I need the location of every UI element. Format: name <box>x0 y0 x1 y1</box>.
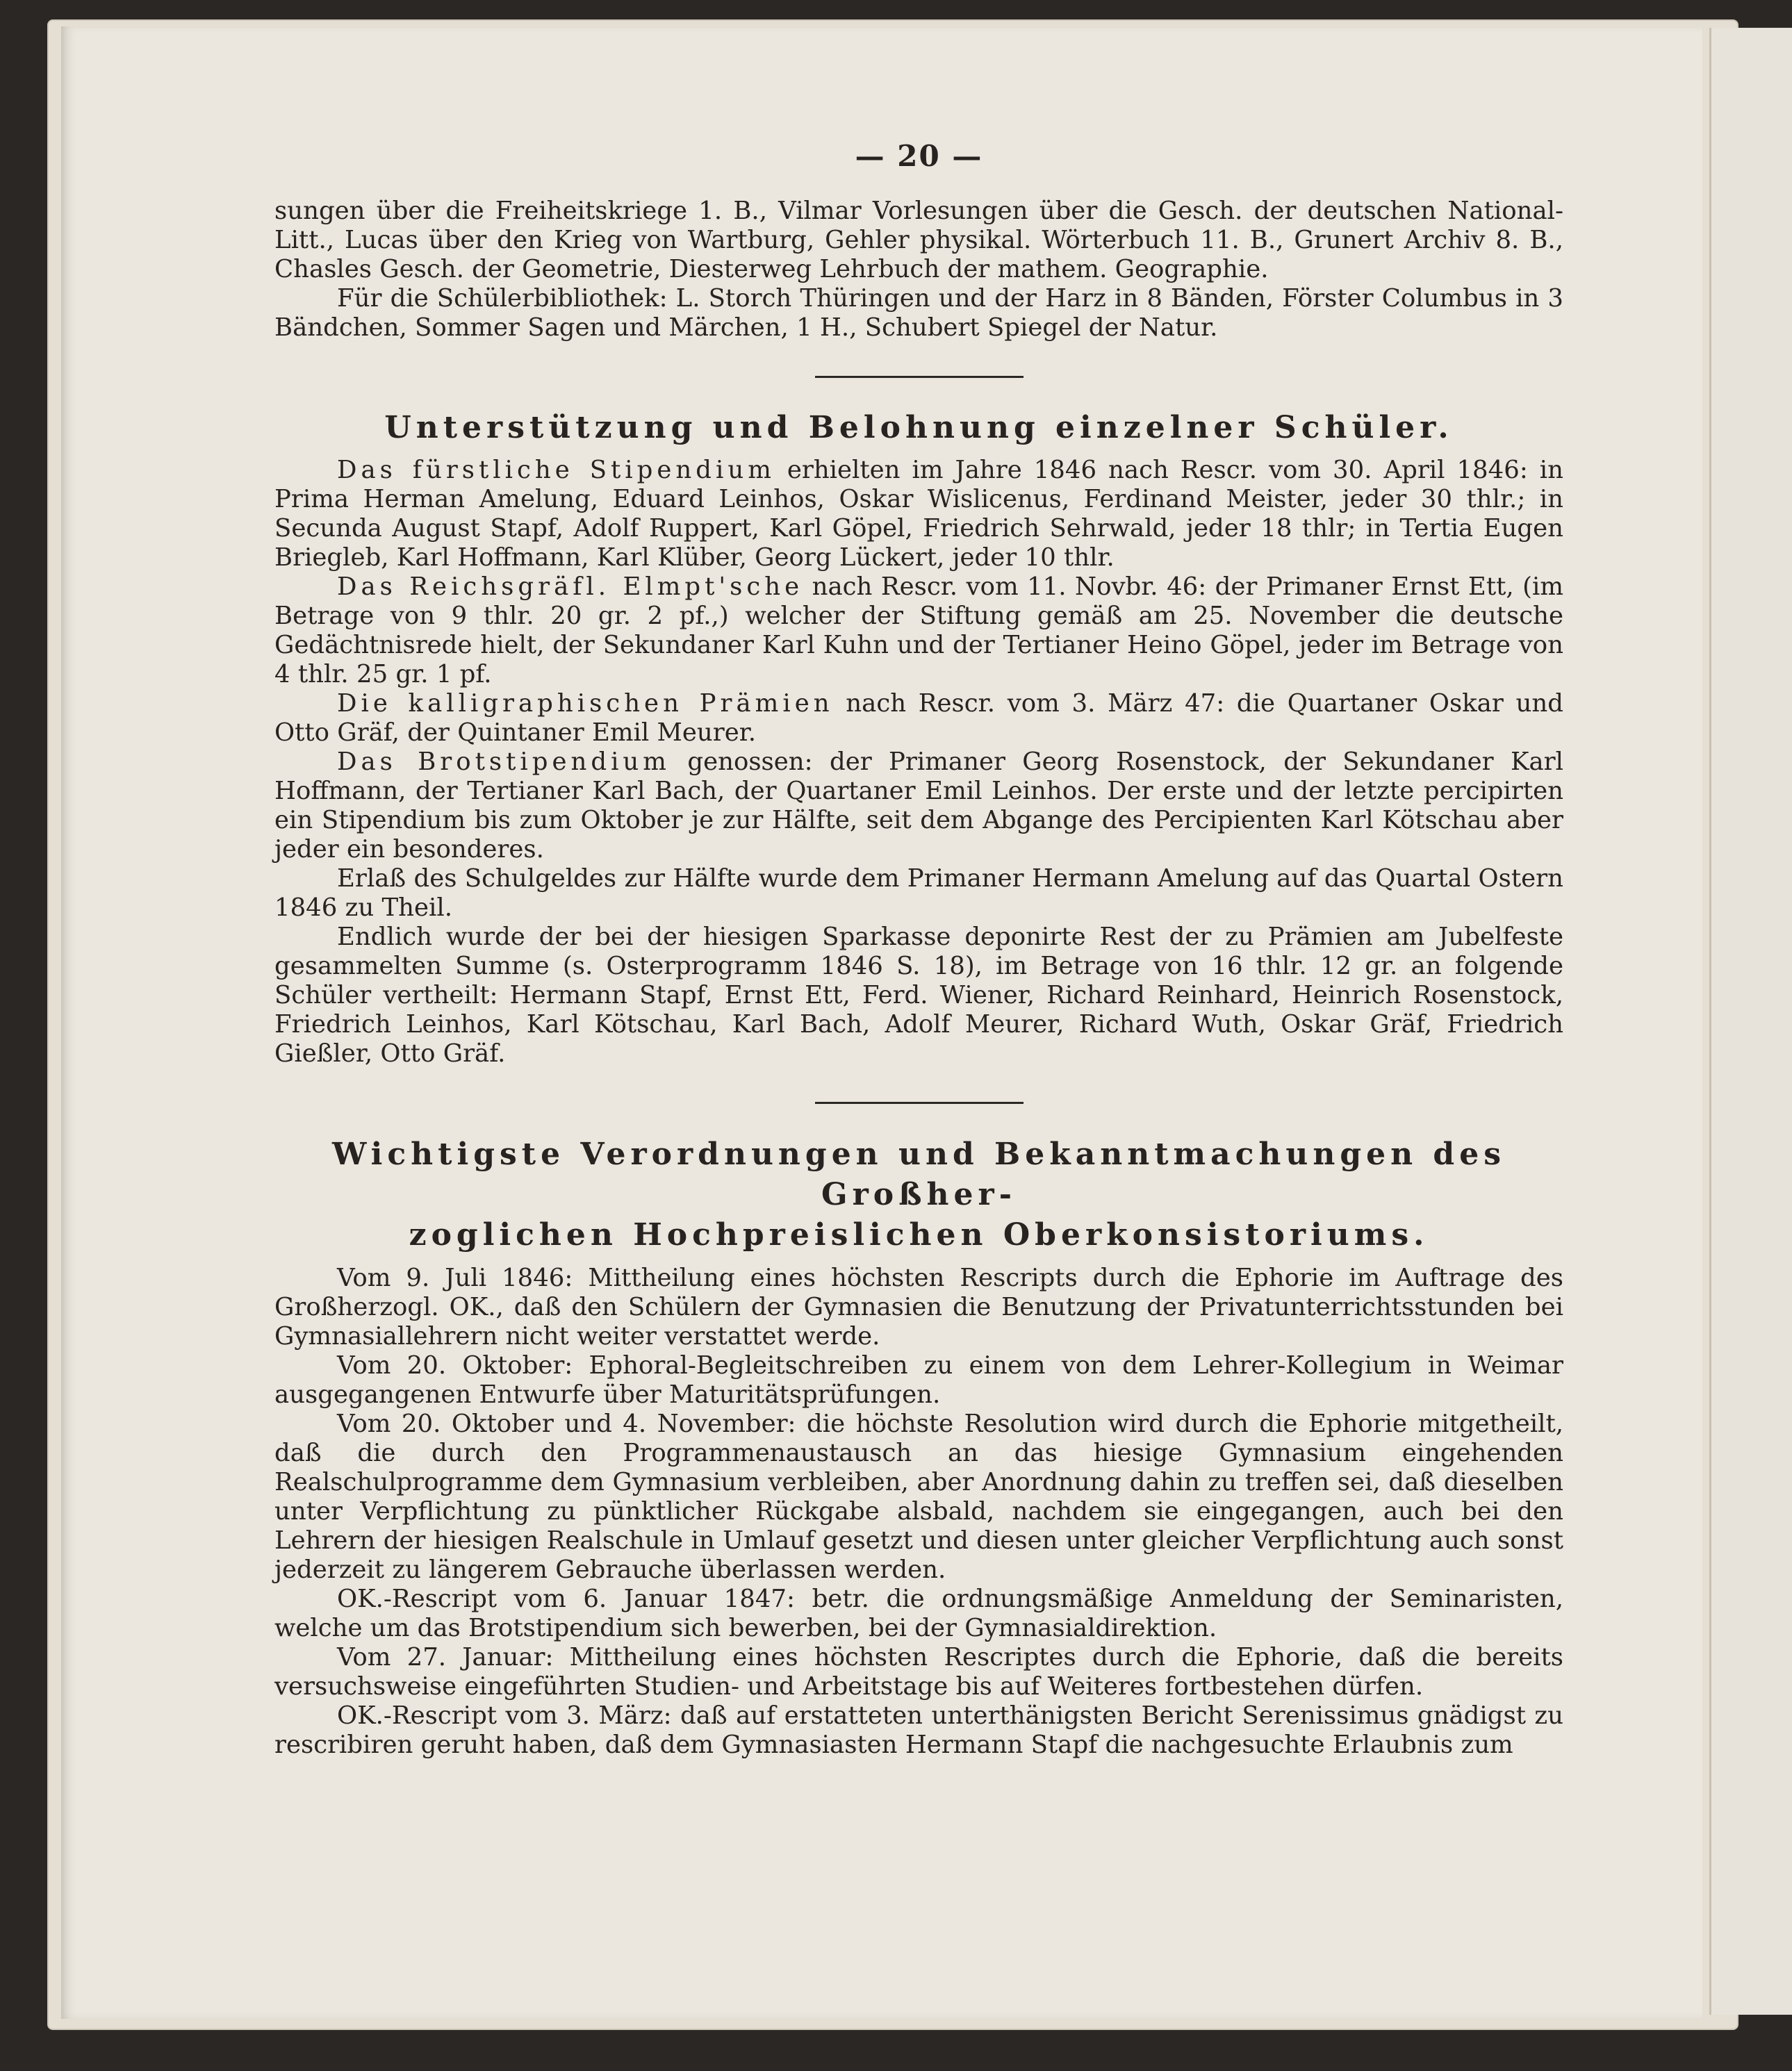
section-divider <box>815 1102 1024 1104</box>
paragraph-text: nach Rescr. vom 3. März 47: die Quartaner Oskar und Otto Gräf, der Quintaner Emil Meurer. <box>274 689 1563 747</box>
heading-line: zoglichen Hochpreislichen Oberkonsistoriums. <box>409 1217 1429 1253</box>
ordinance-paragraph: Vom 9. Juli 1846: Mittheilung eines höchsten Rescripts durch die Ephorie im Auftrage des Großherzogl. OK., daß den Schülern der Gymnasien die Benutzung der Privatunterrichtsstunden bei Gymnasiallehrern nicht weiter verstattet werde. <box>274 1264 1563 1351</box>
ordinance-paragraph: Vom 20. Oktober und 4. November: die höchste Resolution wird durch die Ephorie mitgetheilt, daß die durch den Programmenaustausch an das hiesige Gymnasium eingehenden Realschulprogramme dem Gymnasium verbleiben, aber Anordnung dahin zu treffen sei, daß dieselben unter Verpflichtung zu pünktlicher Rückgabe alsbald, nachdem sie eingegangen, auch bei den Lehrern der hiesigen Realschule in Umlauf gesetzt und diesen unter gleicher Verpflichtung auch sonst jederzeit zu längerem Gebrauche überlassen werden. <box>274 1410 1563 1584</box>
spaced-term: Das Brotstipendium <box>337 748 671 776</box>
spaced-term: Die kalligraphischen Prämien <box>337 689 834 718</box>
facing-page-edge <box>1709 28 1792 2015</box>
heading-line: Wichtigste Verordnungen und Bekanntmachungen des Großher- <box>332 1137 1506 1212</box>
page-number: — 20 — <box>855 139 983 173</box>
paragraph-text: nach Rescr. vom 11. Novbr. 46: der Primaner Ernst Ett, (im Betrage von 9 thlr. 20 gr. 2 pf.,) welcher der Stiftung gemäß am 25. November die deutsche Gedächtnisrede hielt, der Sekundaner Karl Kuhn und der Tertianer Heino Göpel, jeder im Betrage von 4 thlr. 25 gr. 1 pf. <box>274 572 1563 688</box>
support-paragraph: Erlaß des Schulgeldes zur Hälfte wurde dem Primaner Hermann Amelung auf das Quartal Ostern 1846 zu Theil. <box>274 864 1563 922</box>
support-paragraph: Endlich wurde der bei der hiesigen Sparkasse deponirte Rest der zu Prämien am Jubelfeste gesammelten Summe (s. Osterprogramm 1846 S. 18), im Betrage von 16 thlr. 12 gr. an folgende Schüler vertheilt: Hermann Stapf, Ernst Ett, Ferd. Wiener, Richard Reinhard, Heinrich Rosenstock, Friedrich Leinhos, Karl Kötschau, Karl Bach, Adolf Meurer, Richard Wuth, Oskar Gräf, Friedrich Gießler, Otto Gräf. <box>274 923 1563 1068</box>
support-paragraph <box>274 748 1563 864</box>
spaced-term: Das Reichsgräfl. Elmpt'sche <box>337 572 804 601</box>
ordinance-paragraph: OK.-Rescript vom 3. März: daß auf erstatteten unterthänigsten Bericht Serenissimus gnädigst zu rescribiren geruht haben, daß dem Gymnasiasten Hermann Stapf die nachgesuchte Erlaubnis zum <box>274 1701 1563 1759</box>
section-heading-ordinances <box>274 1134 1563 1255</box>
paragraph-text: erhielten im Jahre 1846 nach Rescr. vom 30. April 1846: in Prima Herman Amelung, Eduard Leinhos, Oskar Wislicenus, Ferdinand Meister, jeder 30 thlr.; in Secunda August Stapf, Adolf Ruppert, Karl Göpel, Friedrich Sehrwald, jeder 18 thlr; in Tertia Eugen Briegleb, Karl Hoffmann, Karl Klüber, Georg Lückert, jeder 10 thlr. <box>274 456 1563 572</box>
continuation-paragraph: sungen über die Freiheitskriege 1. B., Vilmar Vorlesungen über die Gesch. der deutschen National-Litt., Lucas über den Krieg von Wartburg, Gehler physikal. Wörterbuch 11. B., Grunert Archiv 8. B., Chasles Gesch. der Geometrie, Diesterweg Lehrbuch der mathem. Geographie. <box>274 197 1563 283</box>
spaced-term: Das fürstliche Stipendium <box>337 456 775 484</box>
section-divider <box>815 376 1024 378</box>
ordinance-paragraph: Vom 27. Januar: Mittheilung eines höchsten Rescriptes durch die Ephorie, daß die bereits versuchsweise eingeführten Studien- und Arbeitstage bis auf Weiteres fortbestehen dürfen. <box>274 1643 1563 1701</box>
support-paragraph <box>274 456 1563 572</box>
section-heading-support: Unterstützung und Belohnung einzelner Schüler. <box>384 410 1454 445</box>
library-paragraph: Für die Schülerbibliothek: L. Storch Thüringen und der Harz in 8 Bänden, Förster Columbus in 3 Bändchen, Sommer Sagen und Märchen, 1 H., Schubert Spiegel der Natur. <box>274 284 1563 342</box>
support-paragraph <box>274 689 1563 748</box>
ordinance-paragraph: OK.-Rescript vom 6. Januar 1847: betr. die ordnungsmäßige Anmeldung der Seminaristen, welche um das Brotstipendium sich bewerben, bei der Gymnasialdirektion. <box>274 1585 1563 1642</box>
ordinance-paragraph: Vom 20. Oktober: Ephoral-Begleitschreiben zu einem von dem Lehrer-Kollegium in Weimar ausgegangenen Entwurfe über Maturitätsprüfungen. <box>274 1351 1563 1409</box>
page-content <box>274 135 1563 1760</box>
paragraph-text: genossen: der Primaner Georg Rosenstock, der Sekundaner Karl Hoffmann, der Tertianer Karl Bach, der Quartaner Emil Leinhos. Der erste und der letzte percipirten ein Stipendium bis zum Oktober je zur Hälfte, seit dem Abgange des Percipienten Karl Kötschau aber jeder ein besonderes. <box>274 748 1563 864</box>
support-paragraph <box>274 572 1563 689</box>
